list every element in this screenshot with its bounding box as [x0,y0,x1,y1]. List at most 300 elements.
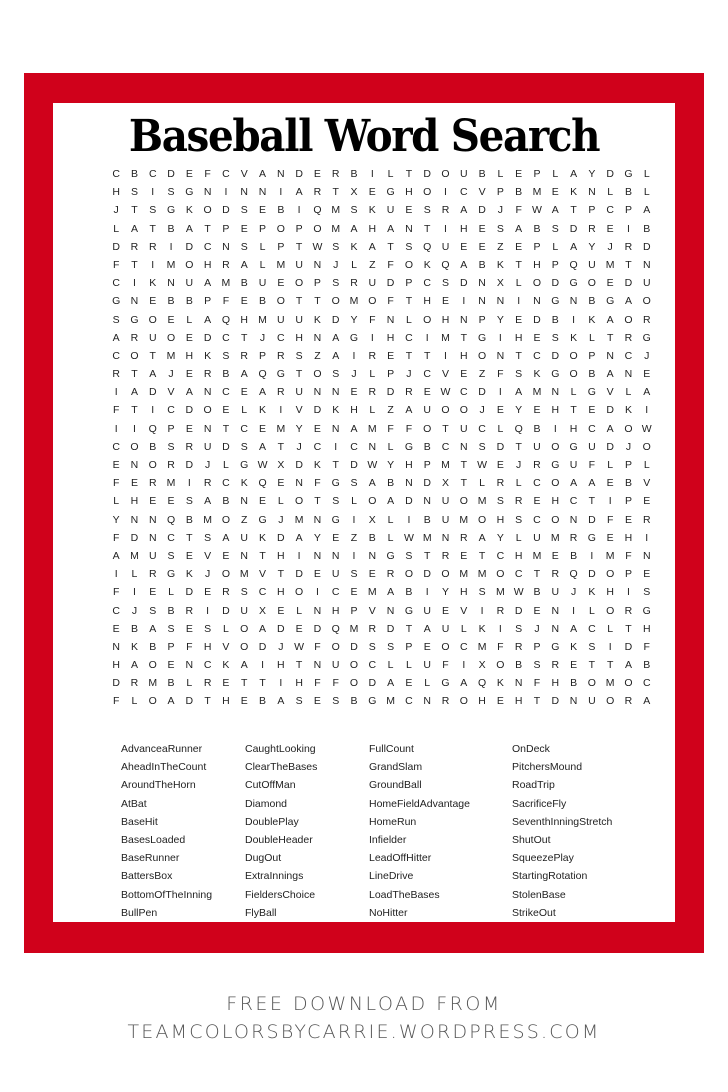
grid-letter[interactable]: U [642,277,651,290]
grid-letter[interactable]: E [606,477,614,490]
grid-letter[interactable]: W [532,204,542,217]
grid-letter[interactable]: M [367,586,377,599]
grid-letter[interactable]: C [112,168,120,180]
grid-letter[interactable]: N [240,495,249,508]
footer-link[interactable]: TEAMCOLORSBYCARRIE.WORDPRESS.COM [127,1021,601,1043]
grid-letter[interactable]: H [551,404,560,417]
grid-letter[interactable]: L [369,404,376,417]
grid-letter[interactable]: R [514,495,523,508]
grid-letter[interactable]: R [588,222,596,235]
grid-letter[interactable]: V [167,386,175,399]
grid-letter[interactable]: F [387,422,394,435]
grid-letter[interactable]: G [642,604,651,617]
grid-letter[interactable]: U [588,440,596,453]
grid-letter[interactable]: O [459,695,468,708]
grid-letter[interactable]: L [131,568,138,581]
grid-letter[interactable]: O [496,659,505,672]
grid-letter[interactable]: T [405,168,413,180]
grid-letter[interactable]: G [606,295,615,308]
grid-letter[interactable]: U [441,240,450,253]
grid-letter[interactable]: E [624,513,632,526]
grid-letter[interactable]: W [367,459,378,471]
grid-letter[interactable]: S [332,240,340,253]
grid-letter[interactable]: M [605,549,615,562]
grid-letter[interactable]: N [148,531,157,544]
grid-letter[interactable]: R [624,604,633,617]
grid-letter[interactable]: S [441,277,449,290]
grid-letter[interactable]: W [257,459,268,471]
grid-letter[interactable]: T [314,495,321,508]
grid-letter[interactable]: I [627,222,630,235]
grid-letter[interactable]: R [130,331,139,344]
grid-letter[interactable]: Z [369,258,376,271]
grid-letter[interactable]: A [551,204,559,217]
grid-letter[interactable]: H [423,295,431,308]
grid-letter[interactable]: H [112,659,120,672]
grid-letter[interactable]: F [515,204,522,217]
grid-letter[interactable]: E [259,422,267,435]
grid-letter[interactable]: G [112,295,121,308]
grid-letter[interactable]: I [480,604,484,617]
grid-letter[interactable]: A [149,368,157,381]
grid-letter[interactable]: E [149,295,157,308]
grid-letter[interactable]: S [496,495,504,508]
grid-letter[interactable]: R [167,459,175,471]
grid-letter[interactable]: A [204,277,212,290]
grid-letter[interactable]: S [295,349,303,362]
grid-letter[interactable]: G [331,477,340,490]
grid-letter[interactable]: T [405,622,413,635]
grid-letter[interactable]: S [478,586,486,599]
grid-letter[interactable]: R [405,386,413,399]
grid-letter[interactable]: H [130,495,139,508]
grid-letter[interactable]: L [259,258,266,271]
grid-letter[interactable]: O [441,640,450,653]
grid-letter[interactable]: M [130,549,139,562]
grid-letter[interactable]: O [441,168,450,180]
grid-letter[interactable]: N [514,677,523,690]
grid-letter[interactable]: C [459,386,468,399]
grid-letter[interactable]: I [407,513,411,526]
grid-letter[interactable]: A [606,422,614,435]
grid-letter[interactable]: T [204,695,211,708]
grid-letter[interactable]: L [405,659,412,672]
grid-letter[interactable]: N [240,186,249,199]
grid-letter[interactable]: X [368,513,376,526]
grid-letter[interactable]: P [167,422,175,435]
grid-letter[interactable]: B [588,368,596,381]
grid-letter[interactable]: N [331,549,340,562]
grid-letter[interactable]: T [606,659,614,672]
grid-letter[interactable]: A [350,222,358,235]
grid-letter[interactable]: L [588,604,595,617]
grid-letter[interactable]: D [496,440,505,453]
grid-letter[interactable]: L [405,313,412,326]
grid-letter[interactable]: T [295,295,303,308]
grid-letter[interactable]: K [350,240,358,253]
grid-letter[interactable]: J [278,640,284,653]
grid-letter[interactable]: G [185,186,194,199]
grid-letter[interactable]: N [405,477,413,490]
grid-letter[interactable]: H [277,659,285,672]
grid-letter[interactable]: M [477,640,487,653]
grid-letter[interactable]: C [423,277,431,290]
grid-letter[interactable]: K [588,586,596,599]
grid-letter[interactable]: O [349,677,359,690]
grid-letter[interactable]: F [588,459,596,471]
grid-letter[interactable]: U [569,459,578,471]
grid-letter[interactable]: A [624,659,632,672]
grid-letter[interactable]: B [478,258,486,271]
grid-letter[interactable]: B [533,422,541,435]
grid-letter[interactable]: E [496,404,504,417]
grid-letter[interactable]: M [276,422,286,435]
grid-letter[interactable]: J [497,204,503,217]
grid-letter[interactable]: A [130,386,138,399]
grid-letter[interactable]: G [166,568,176,581]
grid-letter[interactable]: V [295,404,303,417]
grid-letter[interactable]: Q [166,513,176,526]
grid-letter[interactable]: R [533,459,541,471]
grid-letter[interactable]: A [332,331,340,344]
grid-letter[interactable]: E [405,204,413,217]
grid-letter[interactable]: U [331,659,340,672]
grid-letter[interactable]: E [167,313,175,326]
grid-letter[interactable]: M [532,386,542,399]
grid-letter[interactable]: C [222,331,230,344]
grid-letter[interactable]: J [479,404,485,417]
grid-letter[interactable]: N [313,331,322,344]
grid-letter[interactable]: S [149,204,157,217]
grid-letter[interactable]: G [404,604,413,617]
grid-letter[interactable]: U [459,168,468,180]
grid-letter[interactable]: Y [441,586,449,599]
grid-letter[interactable]: I [608,640,612,653]
grid-letter[interactable]: T [423,349,431,362]
grid-letter[interactable]: J [131,604,138,617]
grid-letter[interactable]: G [478,331,487,344]
grid-letter[interactable]: L [223,459,229,471]
grid-letter[interactable]: D [295,168,303,180]
grid-letter[interactable]: N [313,386,322,399]
grid-letter[interactable]: V [460,604,468,617]
grid-letter[interactable]: H [459,349,468,362]
grid-letter[interactable]: C [423,368,431,381]
grid-letter[interactable]: Q [441,258,450,271]
grid-letter[interactable]: F [204,168,211,180]
grid-letter[interactable]: S [332,368,340,381]
grid-letter[interactable]: J [205,568,211,581]
grid-letter[interactable]: W [294,640,305,653]
grid-letter[interactable]: I [132,277,136,290]
grid-letter[interactable]: N [496,349,505,362]
grid-letter[interactable]: M [605,677,615,690]
grid-letter[interactable]: S [496,222,504,235]
grid-letter[interactable]: H [551,677,560,690]
grid-letter[interactable]: D [368,677,377,690]
grid-letter[interactable]: R [203,677,212,690]
grid-letter[interactable]: J [607,240,613,253]
grid-letter[interactable]: I [187,477,191,490]
grid-letter[interactable]: H [222,695,230,708]
grid-letter[interactable]: I [315,586,319,599]
grid-letter[interactable]: R [514,640,523,653]
grid-letter[interactable]: L [424,677,431,690]
grid-letter[interactable]: P [624,204,632,217]
grid-letter[interactable]: A [624,295,632,308]
grid-letter[interactable]: B [624,186,632,199]
grid-letter[interactable]: J [278,513,284,526]
grid-letter[interactable]: H [112,186,120,199]
grid-letter[interactable]: D [112,677,120,690]
grid-letter[interactable]: B [515,659,523,672]
grid-letter[interactable]: F [497,368,504,381]
grid-letter[interactable]: R [185,604,194,617]
grid-letter[interactable]: B [405,586,413,599]
grid-letter[interactable]: B [570,549,578,562]
grid-letter[interactable]: U [423,659,431,672]
grid-letter[interactable]: L [259,240,266,253]
grid-letter[interactable]: E [551,549,559,562]
grid-letter[interactable]: D [606,440,614,453]
grid-letter[interactable]: J [296,440,302,453]
grid-letter[interactable]: N [478,295,486,308]
grid-letter[interactable]: U [551,586,560,599]
grid-letter[interactable]: S [533,659,541,672]
grid-letter[interactable]: I [608,495,612,508]
grid-letter[interactable]: P [496,186,504,199]
grid-letter[interactable]: D [386,277,395,290]
grid-letter[interactable]: A [130,222,138,235]
grid-letter[interactable]: Y [588,168,596,180]
grid-letter[interactable]: R [459,531,468,544]
grid-letter[interactable]: W [641,422,652,435]
grid-letter[interactable]: M [459,568,469,581]
grid-letter[interactable]: H [240,313,249,326]
grid-letter[interactable]: M [276,258,286,271]
grid-letter[interactable]: A [240,368,248,381]
grid-letter[interactable]: K [588,313,596,326]
grid-letter[interactable]: H [277,586,285,599]
grid-letter[interactable]: O [423,422,432,435]
grid-letter[interactable]: V [478,186,486,199]
grid-letter[interactable]: T [606,331,614,344]
grid-letter[interactable]: N [569,513,578,526]
grid-letter[interactable]: O [459,495,468,508]
grid-letter[interactable]: R [350,277,358,290]
grid-letter[interactable]: L [588,331,595,344]
grid-letter[interactable]: C [459,186,468,199]
grid-letter[interactable]: X [259,604,267,617]
grid-letter[interactable]: N [551,622,560,635]
grid-letter[interactable]: J [351,368,357,381]
grid-letter[interactable]: M [331,204,341,217]
grid-letter[interactable]: C [313,440,322,453]
grid-letter[interactable]: N [130,513,139,526]
grid-letter[interactable]: U [533,440,541,453]
grid-letter[interactable]: C [277,331,285,344]
grid-letter[interactable]: T [295,368,303,381]
grid-letter[interactable]: P [313,277,321,290]
grid-letter[interactable]: K [570,186,578,199]
grid-letter[interactable]: M [203,513,212,526]
grid-letter[interactable]: A [259,386,267,399]
grid-letter[interactable]: L [497,168,504,180]
grid-letter[interactable]: E [149,495,157,508]
grid-letter[interactable]: F [112,258,120,271]
grid-letter[interactable]: I [151,404,155,417]
grid-letter[interactable]: B [478,168,486,180]
grid-letter[interactable]: D [313,404,322,417]
grid-letter[interactable]: J [333,258,339,271]
grid-letter[interactable]: C [222,386,230,399]
grid-letter[interactable]: T [204,222,211,235]
grid-letter[interactable]: F [625,549,632,562]
grid-letter[interactable]: S [368,640,376,653]
grid-letter[interactable]: J [625,440,632,453]
grid-letter[interactable]: N [112,640,120,653]
grid-letter[interactable]: L [570,386,577,399]
grid-letter[interactable]: L [113,222,120,235]
grid-letter[interactable]: O [404,568,413,581]
grid-letter[interactable]: T [332,186,339,199]
grid-letter[interactable]: R [441,695,450,708]
grid-letter[interactable]: A [460,258,468,271]
grid-letter[interactable]: Z [241,513,248,526]
grid-letter[interactable]: K [259,531,267,544]
grid-letter[interactable]: I [114,422,118,435]
grid-letter[interactable]: S [167,622,175,635]
grid-letter[interactable]: I [572,313,576,326]
grid-letter[interactable]: U [331,568,340,581]
grid-letter[interactable]: E [185,331,193,344]
grid-letter[interactable]: O [203,404,212,417]
grid-letter[interactable]: B [588,295,596,308]
grid-letter[interactable]: G [240,459,249,471]
grid-letter[interactable]: T [241,331,248,344]
grid-letter[interactable]: D [222,204,230,217]
grid-letter[interactable]: R [148,477,157,490]
grid-letter[interactable]: B [277,204,285,217]
grid-letter[interactable]: M [166,477,176,490]
grid-letter[interactable]: F [314,677,321,690]
grid-letter[interactable]: D [277,622,285,635]
grid-letter[interactable]: L [625,386,632,399]
grid-letter[interactable]: D [423,477,431,490]
grid-letter[interactable]: N [148,513,157,526]
grid-letter[interactable]: R [240,349,249,362]
grid-letter[interactable]: M [532,186,542,199]
grid-letter[interactable]: E [460,240,468,253]
grid-letter[interactable]: D [350,459,358,471]
grid-letter[interactable]: H [514,331,523,344]
grid-letter[interactable]: P [533,640,541,653]
grid-letter[interactable]: Q [514,422,523,435]
grid-letter[interactable]: R [496,604,505,617]
grid-letter[interactable]: L [277,495,284,508]
grid-letter[interactable]: Y [515,404,523,417]
grid-letter[interactable]: L [515,277,522,290]
grid-letter[interactable]: D [185,404,194,417]
grid-letter[interactable]: L [552,240,559,253]
grid-letter[interactable]: K [149,277,157,290]
grid-letter[interactable]: T [387,240,394,253]
grid-letter[interactable]: A [387,495,395,508]
grid-letter[interactable]: B [185,513,193,526]
grid-letter[interactable]: F [112,531,120,544]
grid-letter[interactable]: F [332,677,339,690]
grid-letter[interactable]: I [352,549,356,562]
grid-letter[interactable]: H [624,531,633,544]
grid-letter[interactable]: C [533,513,541,526]
grid-letter[interactable]: F [387,258,394,271]
grid-letter[interactable]: J [644,349,650,362]
grid-letter[interactable]: W [477,459,488,471]
grid-letter[interactable]: E [167,495,175,508]
grid-letter[interactable]: T [478,549,486,562]
grid-letter[interactable]: N [130,295,139,308]
grid-letter[interactable]: B [350,695,358,708]
grid-letter[interactable]: P [423,459,431,471]
grid-letter[interactable]: I [627,586,630,599]
grid-letter[interactable]: K [624,404,632,417]
grid-letter[interactable]: I [572,604,576,617]
grid-letter[interactable]: N [222,240,230,253]
grid-letter[interactable]: I [425,331,429,344]
grid-letter[interactable]: M [239,568,249,581]
grid-letter[interactable]: C [606,204,614,217]
grid-letter[interactable]: E [167,659,175,672]
grid-letter[interactable]: G [624,168,633,180]
grid-letter[interactable]: E [606,222,614,235]
grid-letter[interactable]: E [222,677,230,690]
grid-letter[interactable]: A [277,695,285,708]
grid-letter[interactable]: J [534,622,540,635]
grid-letter[interactable]: S [643,586,651,599]
grid-letter[interactable]: E [277,604,285,617]
grid-letter[interactable]: E [240,695,248,708]
grid-letter[interactable]: B [350,168,358,180]
grid-letter[interactable]: S [515,368,523,381]
grid-letter[interactable]: T [131,368,138,381]
grid-letter[interactable]: O [240,622,249,635]
grid-letter[interactable]: Q [423,240,432,253]
grid-letter[interactable]: Y [496,313,504,326]
grid-letter[interactable]: R [148,568,157,581]
grid-letter[interactable]: O [368,295,377,308]
grid-letter[interactable]: N [423,695,431,708]
grid-letter[interactable]: K [313,313,321,326]
grid-letter[interactable]: H [459,222,468,235]
grid-letter[interactable]: H [350,404,358,417]
grid-letter[interactable]: D [222,440,230,453]
grid-letter[interactable]: U [441,622,450,635]
grid-letter[interactable]: S [240,440,248,453]
grid-letter[interactable]: B [570,677,578,690]
grid-letter[interactable]: O [295,495,304,508]
grid-letter[interactable]: C [203,659,212,672]
grid-letter[interactable]: I [462,659,466,672]
grid-letter[interactable]: A [588,477,596,490]
grid-letter[interactable]: H [606,586,614,599]
grid-letter[interactable]: D [423,568,431,581]
grid-letter[interactable]: E [643,568,651,581]
grid-letter[interactable]: G [258,513,267,526]
grid-letter[interactable]: E [259,204,267,217]
grid-letter[interactable]: B [259,695,267,708]
grid-letter[interactable]: K [533,368,541,381]
grid-letter[interactable]: M [331,222,341,235]
